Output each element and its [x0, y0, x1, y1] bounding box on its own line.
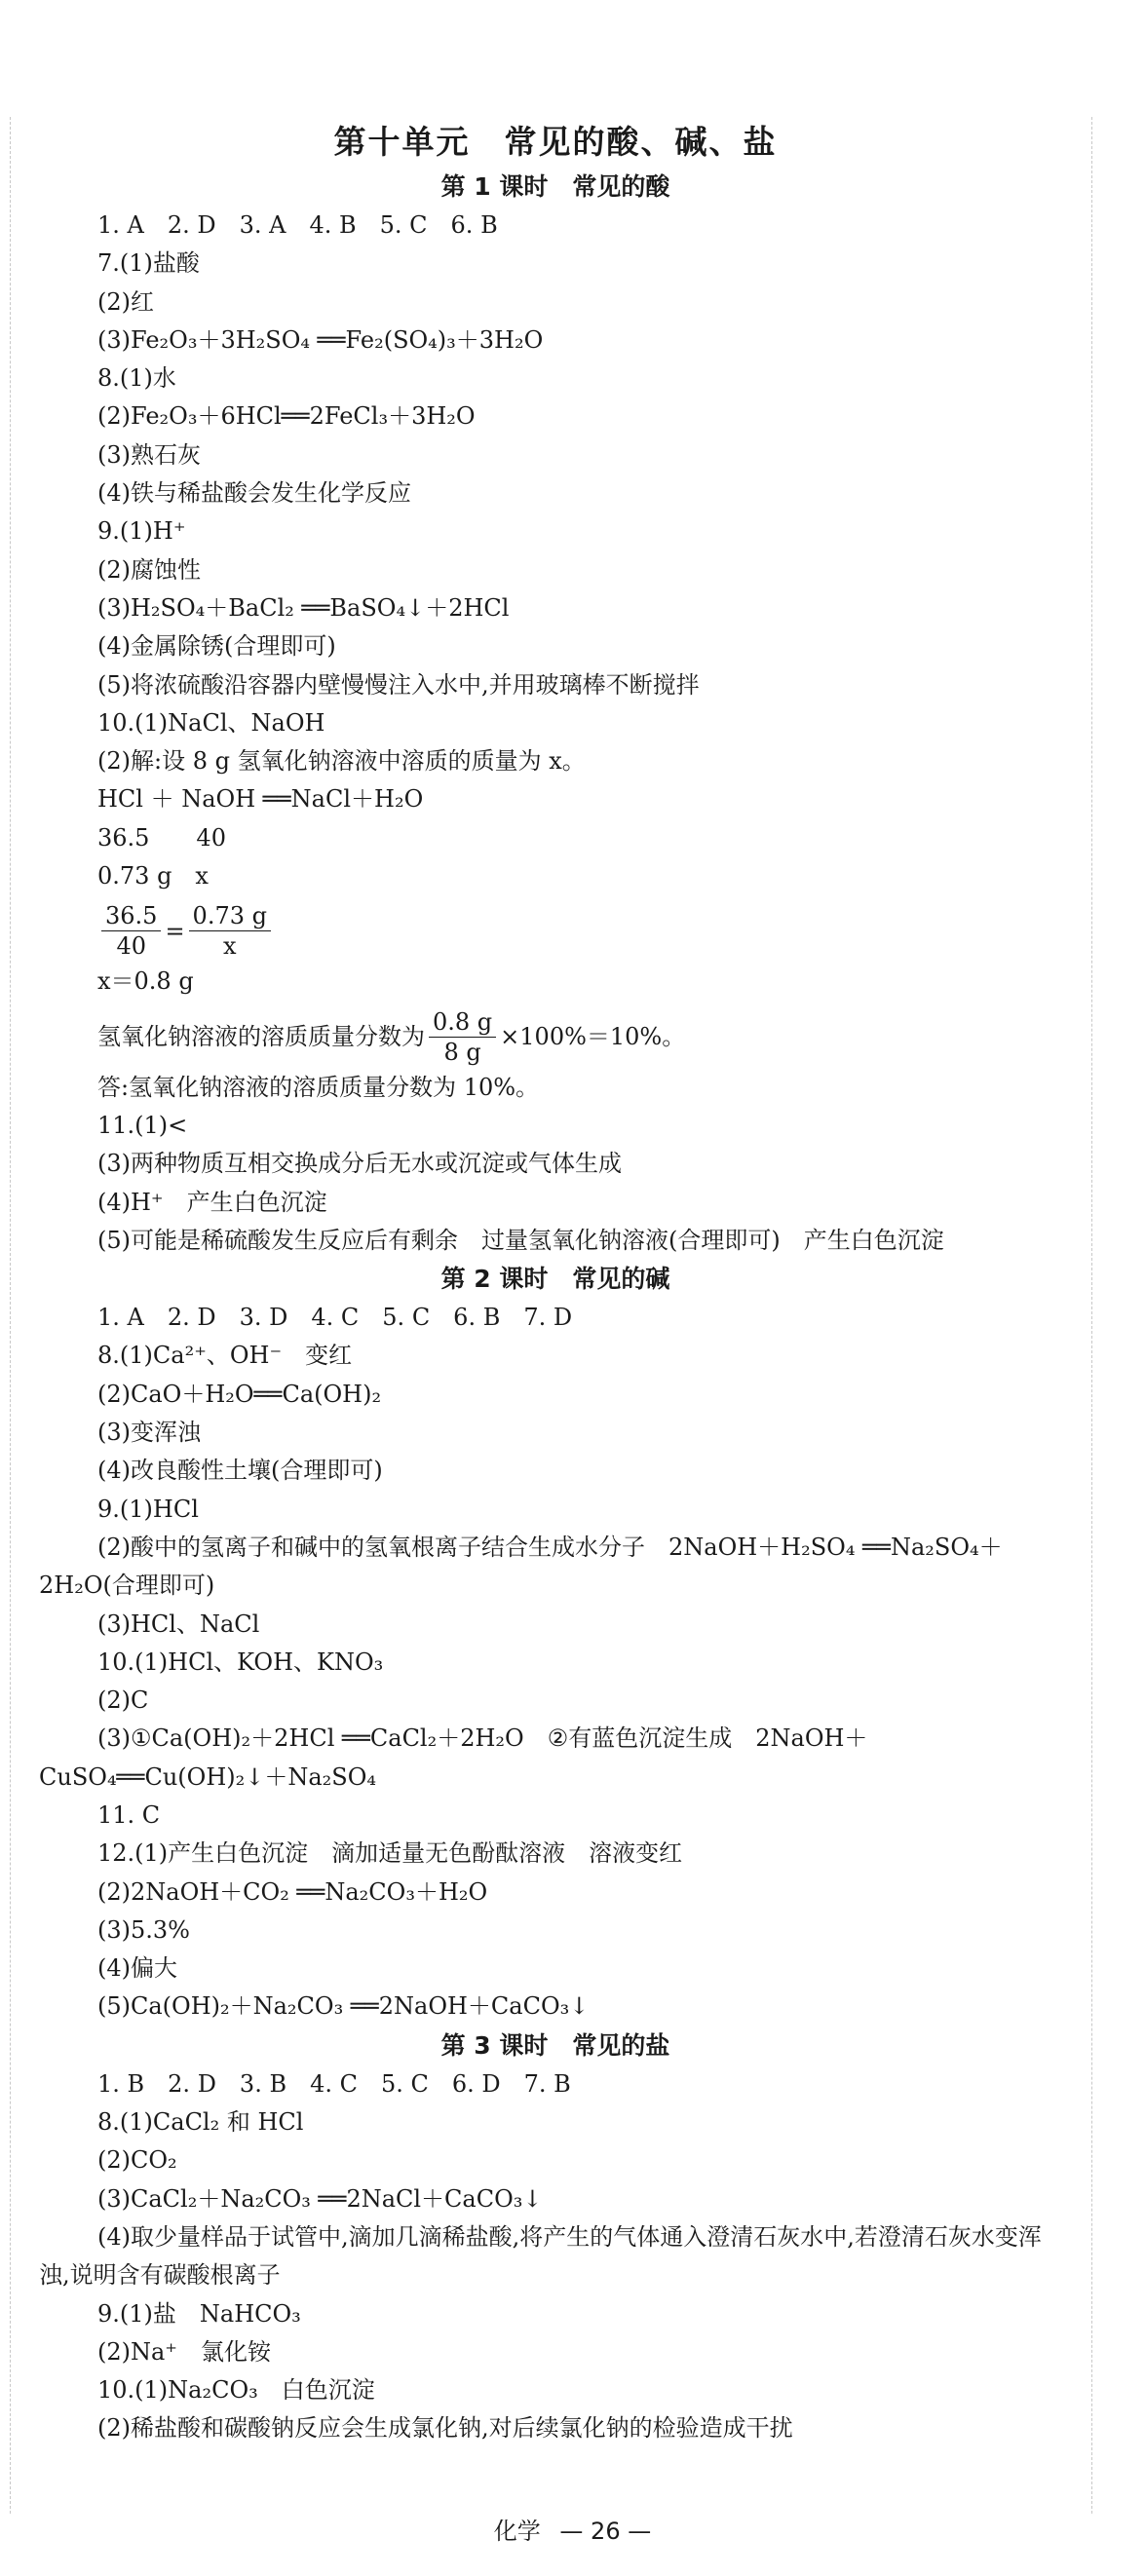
answer-line: (4)偏大	[97, 1954, 177, 1983]
ratio-fraction-right	[189, 901, 271, 961]
fraction-denominator: 8 g	[443, 1038, 481, 1066]
answer-line: 0.73 g x	[97, 862, 209, 890]
answer-line: (3)两种物质互相交换成分后无水或沉淀或气体生成	[97, 1150, 622, 1178]
answer-line: (3)CaCl₂＋Na₂CO₃ ══2NaCl＋CaCO₃↓	[97, 2184, 543, 2213]
percent-prefix: 氢氧化钠溶液的溶质质量分数为	[97, 1023, 425, 1051]
answer-line: 答:氢氧化钠溶液的溶质质量分数为 10%。	[97, 1073, 540, 1101]
answer-line: 7.(1)盐酸	[97, 249, 200, 278]
answer-line: (4)金属除锈(合理即可)	[97, 632, 336, 661]
answer-line: 1. B 2. D 3. B 4. C 5. C 6. D 7. B	[97, 2069, 571, 2098]
lesson-1-title: 第 1 课时 常见的酸	[440, 172, 670, 201]
answer-page	[39, 117, 1072, 2448]
right-dashed-rule	[1091, 117, 1093, 2514]
percent-suffix: ×100%＝10%。	[500, 1023, 686, 1051]
answer-line: 10.(1)Na₂CO₃ 白色沉淀	[97, 2376, 375, 2405]
answer-wrapped-line: (3)①Ca(OH)₂＋2HCl ══CaCl₂＋2H₂O ②有蓝色沉淀生成 2NaOH＋CuSO₄══Cu(OH)₂↓＋Na₂SO₄	[39, 1724, 868, 1791]
answer-line: (3)H₂SO₄＋BaCl₂ ══BaSO₄↓＋2HCl	[97, 593, 510, 622]
answer-line: 8.(1)CaCl₂ 和 HCl	[97, 2108, 304, 2137]
answer-line: (4)铁与稀盐酸会发生化学反应	[97, 479, 411, 508]
ratio-equation	[39, 901, 1072, 961]
answer-line: 9.(1)H⁺	[97, 517, 186, 546]
answer-wrapped-line: (5)可能是稀硫酸发生反应后有剩余 过量氢氧化钠溶液(合理即可) 产生白色沉淀	[97, 1226, 944, 1254]
answer-line: 8.(1)水	[97, 364, 176, 393]
answer-line: 36.5 40	[97, 823, 226, 852]
answer-line: (2)CaO＋H₂O══Ca(OH)₂	[97, 1380, 382, 1408]
fraction-denominator: x	[222, 932, 237, 961]
answer-line: (2)Na⁺ 氯化铵	[97, 2337, 271, 2366]
percent-fraction	[429, 1007, 496, 1067]
lesson-2-title: 第 2 课时 常见的碱	[440, 1265, 670, 1294]
answer-line: (2)腐蚀性	[97, 555, 201, 584]
answer-line: (2)稀盐酸和碳酸钠反应会生成氯化钠,对后续氯化钠的检验造成干扰	[97, 2414, 793, 2443]
fraction-numerator: 36.5	[101, 901, 161, 931]
answer-line: 12.(1)产生白色沉淀 滴加适量无色酚酞溶液 溶液变红	[97, 1839, 683, 1868]
answer-line: (2)2NaOH＋CO₂ ══Na₂CO₃＋H₂O	[97, 1877, 488, 1906]
answer-line: 10.(1)HCl、KOH、KNO₃	[97, 1648, 384, 1676]
lesson-3-title: 第 3 课时 常见的盐	[440, 2030, 670, 2060]
answer-line: 9.(1)HCl	[97, 1495, 199, 1523]
answer-line: (5)Ca(OH)₂＋Na₂CO₃ ══2NaOH＋CaCO₃↓	[97, 1992, 590, 2021]
answer-line: (3)Fe₂O₃＋3H₂SO₄ ══Fe₂(SO₄)₃＋3H₂O	[97, 325, 544, 354]
footer-page-number: — 26 —	[559, 2518, 652, 2545]
answer-line: 1. A 2. D 3. D 4. C 5. C 6. B 7. D	[97, 1304, 573, 1332]
answer-line: (2)Fe₂O₃＋6HCl══2FeCl₃＋3H₂O	[97, 402, 476, 431]
equals-sign: =	[165, 917, 185, 945]
answer-line: 1. A 2. D 3. A 4. B 5. C 6. B	[97, 211, 498, 239]
answer-line: 10.(1)NaCl、NaOH	[97, 708, 325, 737]
answer-wrapped-line: (4)取少量样品于试管中,滴加几滴稀盐酸,将产生的气体通入澄清石灰水中,若澄清石灰水变浑浊,说明含有碳酸根离子	[39, 2222, 1042, 2290]
answer-line: (3)熟石灰	[97, 440, 201, 469]
answer-line: 8.(1)Ca²⁺、OH⁻ 变红	[97, 1342, 353, 1370]
answer-line: 9.(1)盐 NaHCO₃	[97, 2299, 301, 2328]
answer-line: 11. C	[97, 1800, 161, 1829]
unit-title: 第十单元 常见的酸、碱、盐	[333, 123, 778, 161]
answer-line: (2)C	[97, 1686, 149, 1715]
answer-line: HCl ＋ NaOH ══NaCl＋H₂O	[97, 785, 424, 814]
answer-line: (3)变浑浊	[97, 1419, 201, 1447]
page-footer	[0, 2512, 1145, 2546]
answer-line: (4)改良酸性土壤(合理即可)	[97, 1457, 383, 1485]
x-result-line: x＝0.8 g	[97, 967, 194, 996]
fraction-numerator: 0.8 g	[429, 1007, 496, 1038]
answer-line: (2)红	[97, 287, 154, 316]
lesson-1-lines	[39, 207, 1072, 895]
answer-line: 11.(1)<	[97, 1111, 188, 1139]
answer-line: (2)解:设 8 g 氢氧化钠溶液中溶质的质量为 x。	[97, 747, 586, 776]
fraction-denominator: 40	[116, 932, 146, 961]
fraction-numerator: 0.73 g	[189, 901, 271, 931]
answer-line: (3)5.3%	[97, 1915, 190, 1944]
left-dashed-rule	[10, 117, 12, 2514]
answer-line: (3)HCl、NaCl	[97, 1610, 260, 1638]
answer-line: (2)CO₂	[97, 2146, 177, 2175]
footer-subject: 化学	[493, 2518, 541, 2545]
percent-equation	[39, 1007, 1072, 1067]
answer-line: (4)H⁺ 产生白色沉淀	[97, 1188, 327, 1216]
answer-line: (5)将浓硫酸沿容器内壁慢慢注入水中,并用玻璃棒不断搅拌	[97, 670, 700, 699]
answer-wrapped-line: (2)酸中的氢离子和碱中的氢氧根离子结合生成水分子 2NaOH＋H₂SO₄ ══Na₂SO₄＋2H₂O(合理即可)	[39, 1533, 1003, 1600]
ratio-fraction-left	[101, 901, 161, 961]
